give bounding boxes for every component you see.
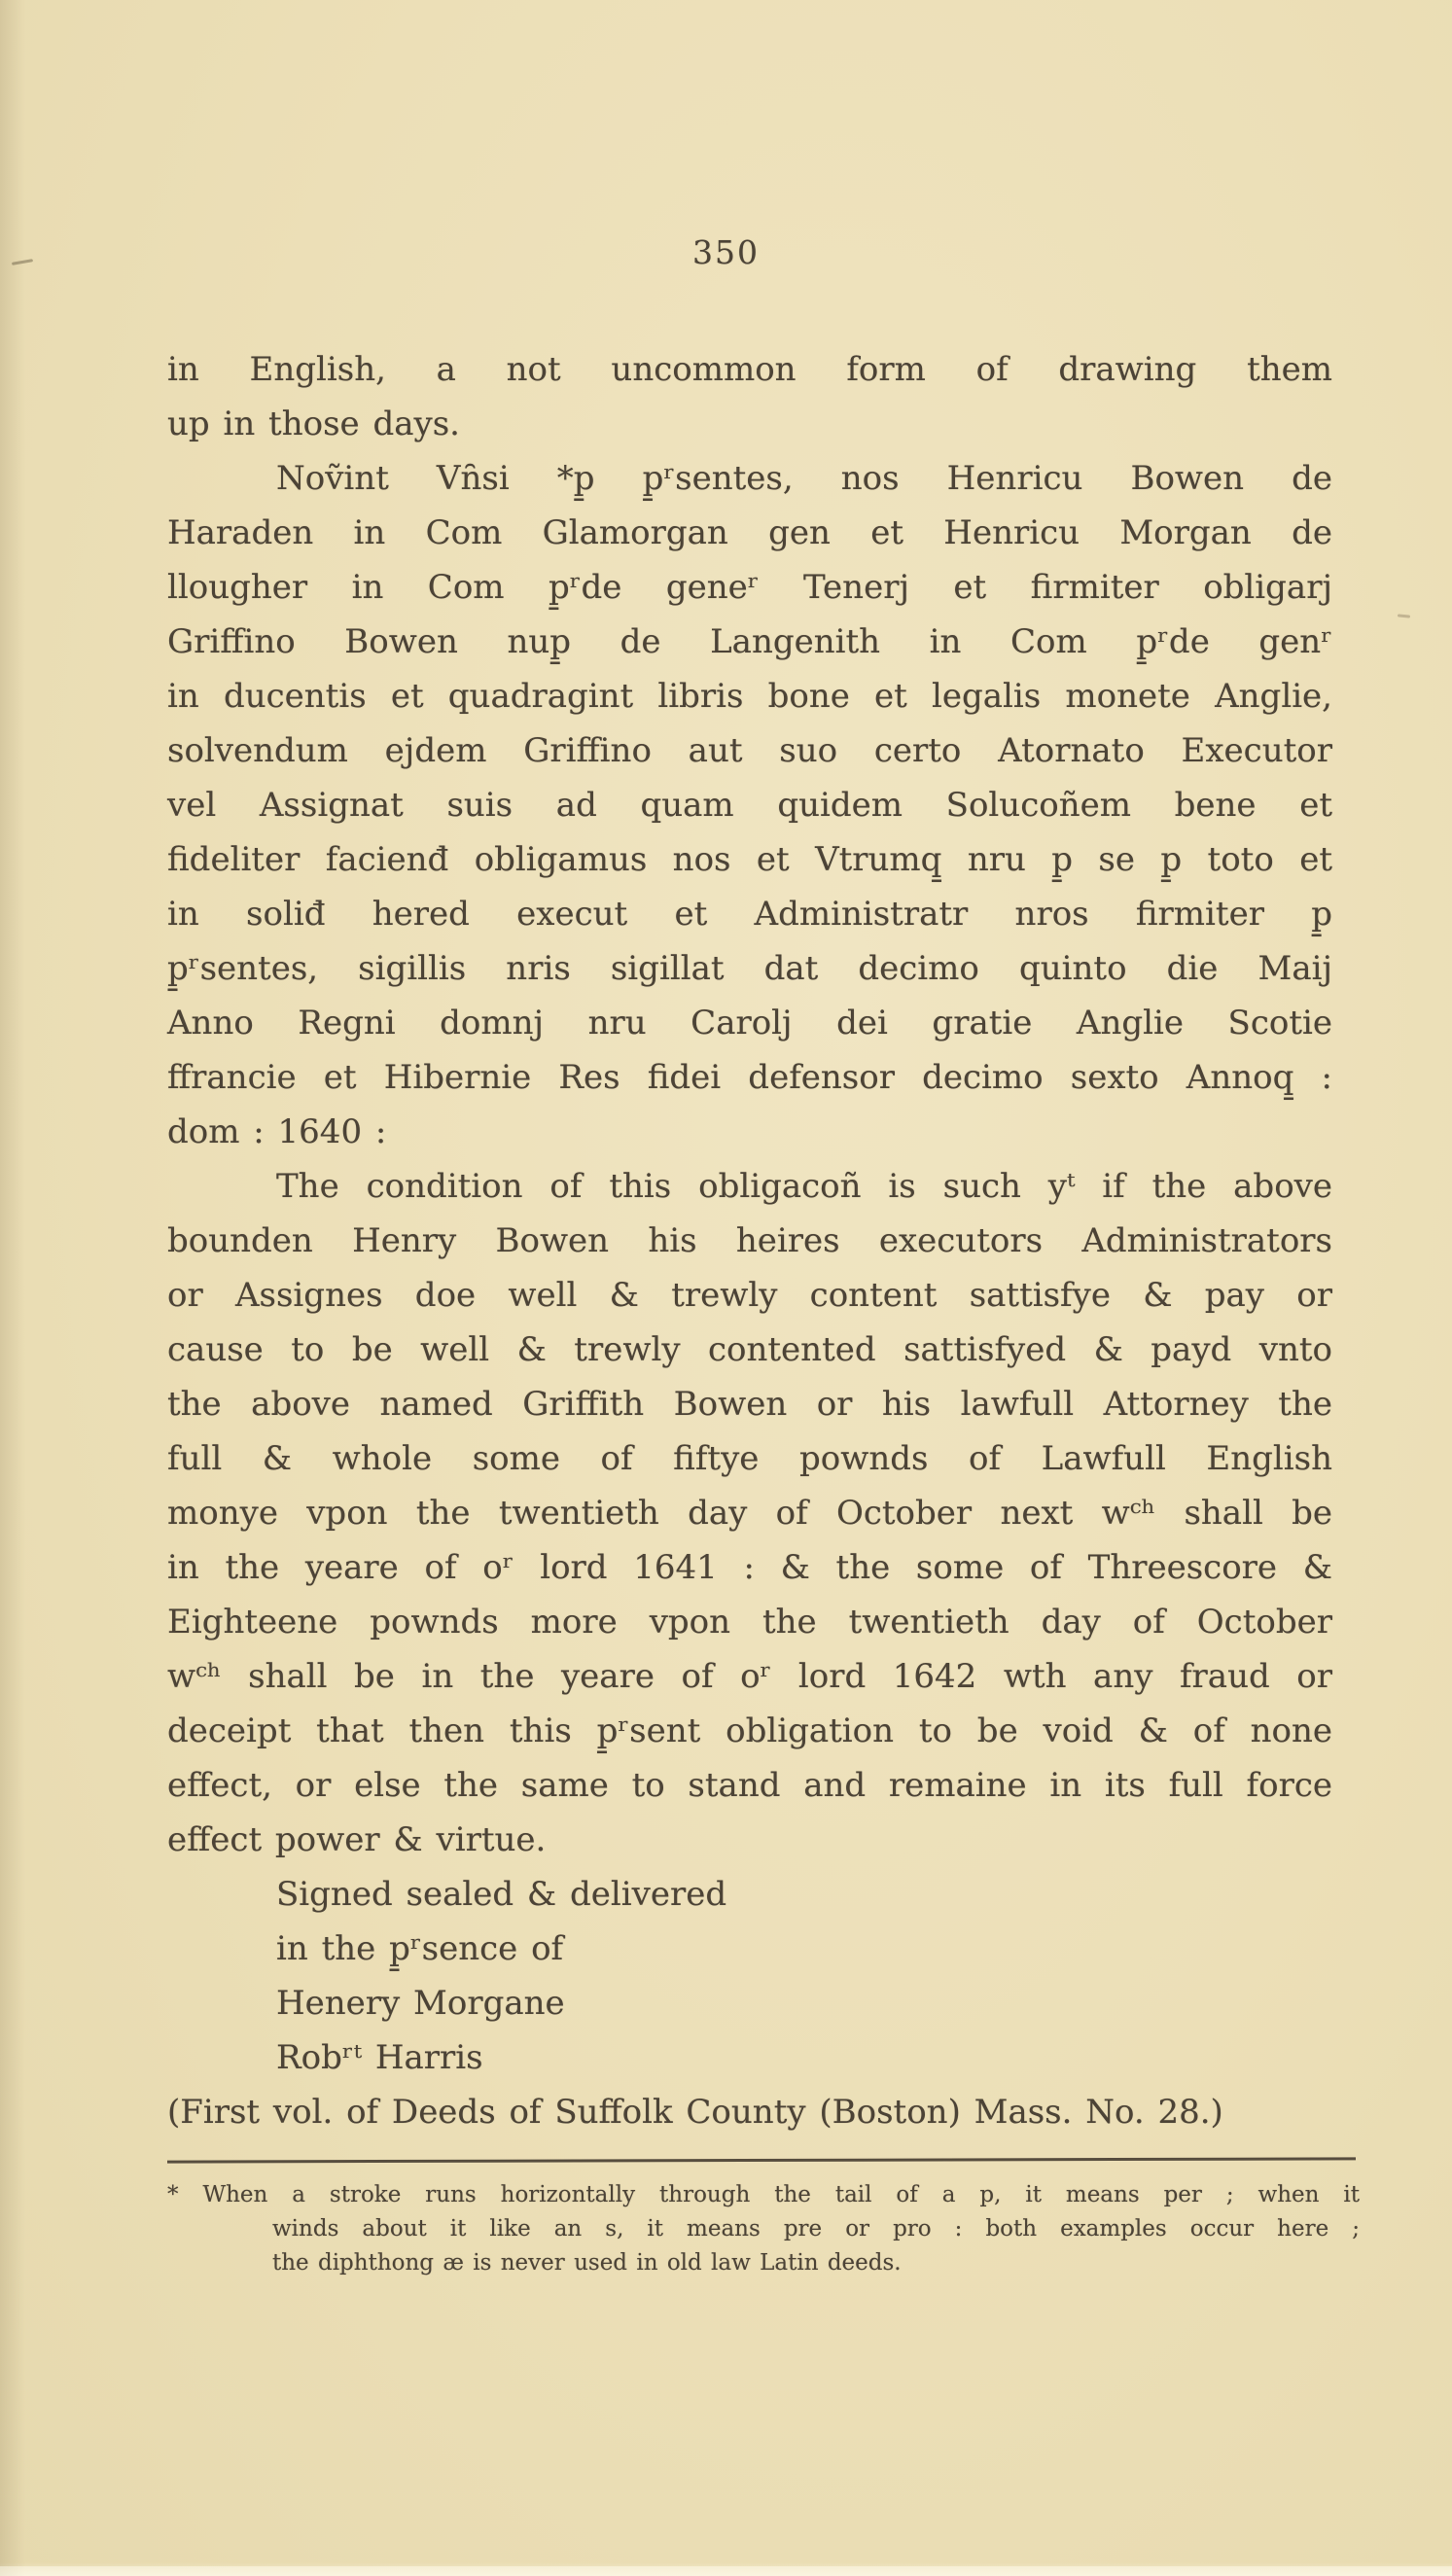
body-text — [167, 342, 1332, 2139]
text-line: effect power & virtue. — [167, 1820, 547, 1859]
footnote-line: the diphthong æ is never used in old law Latin deeds. — [272, 2250, 902, 2276]
text-line: Henery Morgane — [276, 1984, 565, 2023]
text-line: dom : 1640 : — [167, 1112, 387, 1151]
text-line: Anno Regni domnj nru Carolj dei gratie Anglie Scotie — [167, 1004, 1332, 1042]
text-line: Signed sealed & delivered — [276, 1875, 727, 1914]
page-number: 350 — [692, 233, 760, 271]
footnote-line: * When a stroke runs horizontally through the tail of a p, it means per ; when it — [167, 2182, 1360, 2207]
text-line: Eighteene pownds more vpon the twentieth day of October — [167, 1603, 1332, 1641]
text-line: in the yeare of oʳ lord 1641 : & the some of Threescore & — [167, 1548, 1332, 1587]
text-line: ffrancie et Hibernie Res fidei defensor decimo sexto Annoq̱ : — [167, 1058, 1332, 1097]
pencil-mark-right — [1398, 614, 1410, 618]
text-line: Haraden in Com Glamorgan gen et Henricu Morgan de — [167, 513, 1332, 552]
text-line: wᶜʰ shall be in the yeare of oʳ lord 1642 wth any fraud or — [167, 1657, 1332, 1696]
text-line: The condition of this obligacoñ is such yᵗ if the above — [276, 1167, 1332, 1206]
text-line: the above named Griffith Bowen or his lawfull Attorney the — [167, 1385, 1332, 1424]
footnote — [167, 2178, 1360, 2280]
text-line: p̱ʳsentes, sigillis nris sigillat dat decimo quinto die Maij — [167, 949, 1332, 988]
text-line: cause to be well & trewly contented sattisfyed & payd vnto — [167, 1330, 1332, 1369]
text-line: Noṽint Vn̑si *p̱ p̱ʳsentes, nos Henricu Bowen de — [276, 459, 1332, 498]
text-line: in ducentis et quadragint libris bone et legalis monete Anglie, — [167, 677, 1332, 716]
text-line: solvendum ejdem Griffino aut suo certo Atornato Executor — [167, 731, 1332, 770]
text-line: in soliđ hered execut et Administratr nros firmiter p̱ — [167, 895, 1332, 934]
text-line: in the p̱ʳsence of — [276, 1929, 564, 1968]
text-line: deceipt that then this p̱ʳsent obligation to be void & of none — [167, 1711, 1332, 1750]
text-line: effect, or else the same to stand and remaine in its full force — [167, 1766, 1332, 1805]
text-line: Robʳᵗ Harris — [276, 2038, 483, 2077]
text-line: Griffino Bowen nup̱ de Langenith in Com p̱ʳde genʳ — [167, 622, 1332, 661]
text-line: fideliter facienđ obligamus nos et Vtrumq̱ nru p̱ se p̱ toto et — [167, 840, 1332, 879]
text-line: (First vol. of Deeds of Suffolk County (Boston) Mass. No. 28.) — [167, 2093, 1223, 2132]
footnote-line: winds about it like an s, it means pre or pro : both examples occur here ; — [272, 2216, 1360, 2241]
footnote-rule — [167, 2157, 1356, 2163]
text-line: vel Assignat suis ad quam quidem Solucoñem bene et — [167, 786, 1332, 825]
text-line: or Assignes doe well & trewly content sattisfye & pay or — [167, 1276, 1332, 1315]
page-bottom-edge — [0, 2566, 1452, 2576]
text-line: bounden Henry Bowen his heires executors Administrators — [167, 1221, 1332, 1260]
text-line: full & whole some of fiftye pownds of Lawfull English — [167, 1439, 1332, 1478]
text-line: up in those days. — [167, 405, 460, 443]
text-line: in English, a not uncommon form of drawing them — [167, 350, 1332, 389]
text-line: monye vpon the twentieth day of October next wᶜʰ shall be — [167, 1494, 1332, 1533]
text-line: llougher in Com p̱ʳde geneʳ Tenerj et firmiter obligarj — [167, 568, 1332, 607]
